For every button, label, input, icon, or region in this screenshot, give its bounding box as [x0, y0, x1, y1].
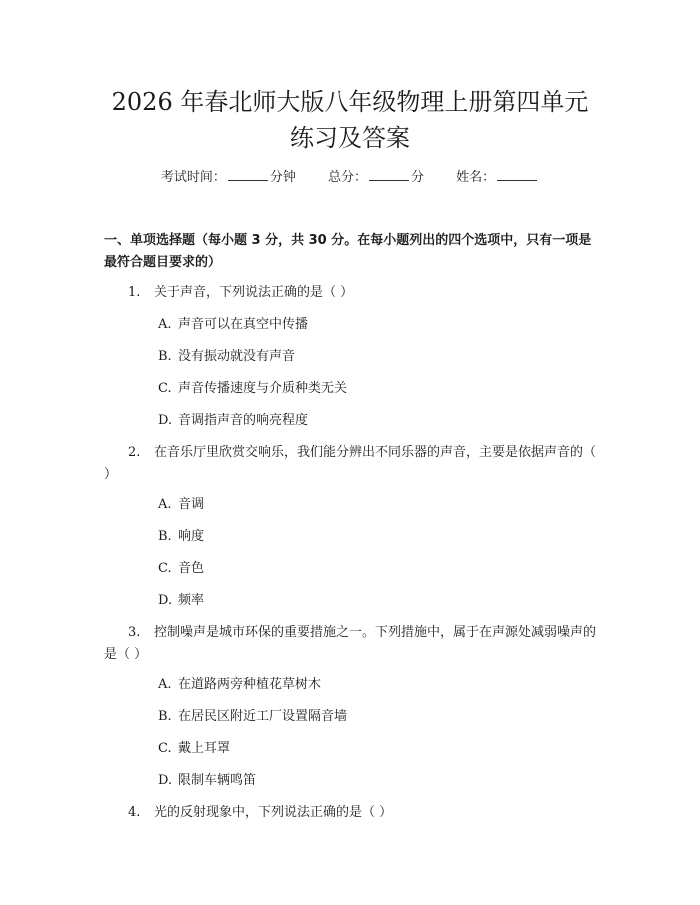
question-1-option-a[interactable]: A. 声音可以在真空中传播 — [158, 317, 309, 332]
question-2-option-b[interactable]: B. 响度 — [158, 529, 205, 544]
question-2-option-a[interactable]: A. 音调 — [158, 497, 205, 512]
question-1-option-b[interactable]: B. 没有振动就没有声音 — [158, 349, 296, 364]
exam-name: 姓名： — [456, 168, 539, 187]
exam-score: 总分： 分 — [327, 170, 425, 185]
title-line-2: 练习及答案 — [290, 124, 410, 152]
question-3: 3. 控制噪声是城市环保的重要措施之一。下列措施中，属于在声源处减弱噪声的是（ ） — [104, 625, 597, 662]
question-3-option-b[interactable]: B. 在居民区附近工厂设置隔音墙 — [158, 709, 348, 724]
question-1: 1. 关于声音，下列说法正确的是（ ） — [128, 285, 354, 300]
name-blank[interactable] — [497, 168, 537, 181]
score-blank[interactable] — [369, 168, 409, 181]
question-2-option-c[interactable]: C. 音色 — [158, 561, 205, 576]
question-1-option-d[interactable]: D. 音调指声音的响亮程度 — [158, 413, 309, 428]
question-3-option-c[interactable]: C. 戴上耳罩 — [158, 741, 231, 756]
document-title — [60, 84, 640, 156]
time-blank[interactable] — [228, 168, 268, 181]
exam-meta — [0, 168, 700, 187]
question-2: 2. 在音乐厅里欣赏交响乐，我们能分辨出不同乐器的声音，主要是依据声音的（ ） — [104, 445, 597, 482]
title-line-1: 2026 年春北师大版八年级物理上册第四单元 — [111, 88, 589, 116]
question-2-option-d[interactable]: D. 频率 — [158, 593, 205, 608]
question-3-option-a[interactable]: A. 在道路两旁种植花草树木 — [158, 677, 322, 692]
exam-time: 考试时间： 分钟 — [160, 170, 296, 185]
question-1-option-c[interactable]: C. 声音传播速度与介质种类无关 — [158, 381, 348, 396]
section-heading: 一、单项选择题（每小题 3 分，共 30 分。在每小题列出的四个选项中，只有一项是最符合题目要求的） — [104, 233, 592, 270]
question-3-option-d[interactable]: D. 限制车辆鸣笛 — [158, 773, 257, 788]
question-4: 4. 光的反射现象中，下列说法正确的是（ ） — [128, 805, 393, 820]
